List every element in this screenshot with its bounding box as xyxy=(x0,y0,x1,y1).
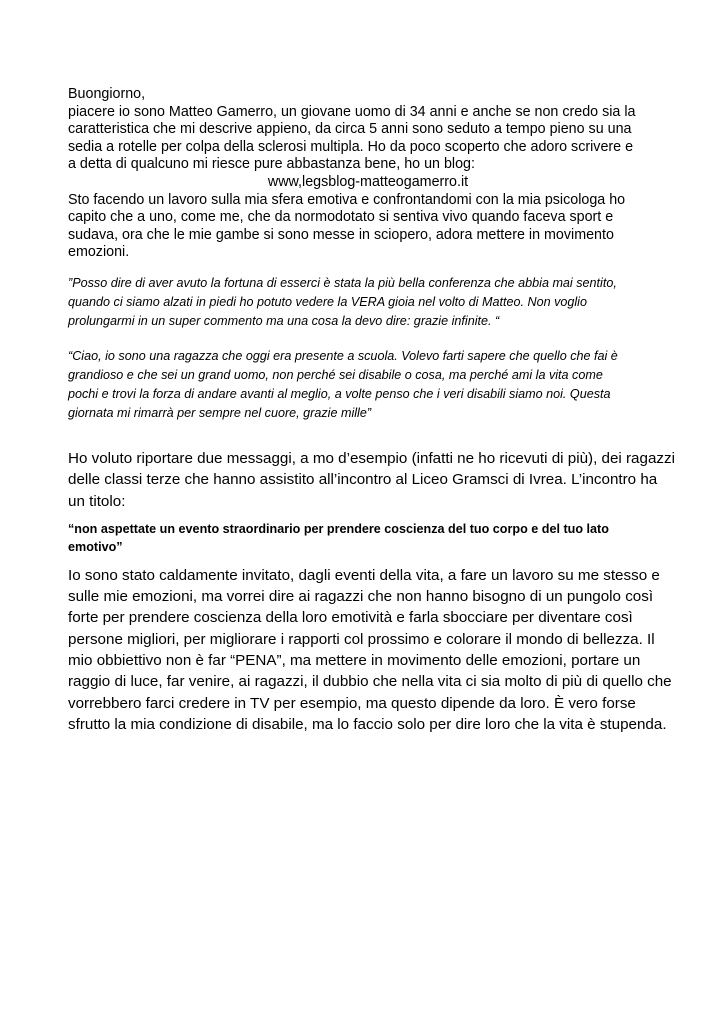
intro-paragraph xyxy=(68,86,668,262)
quote-line: giornata mi rimarrà per sempre nel cuore, grazie mille” xyxy=(68,405,372,420)
text-line: emozioni. xyxy=(68,244,130,261)
text-line: Io sono stato caldamente invitato, dagli eventi della vita, a fare un lavoro su me stesso e xyxy=(68,566,660,584)
text-line: forte per prendere coscienza della loro emotività e farla sbocciare per diventare così xyxy=(68,609,633,627)
quote-line: ”Posso dire di aver avuto la fortuna di esserci è stata la più bella conferenza che abbia mai sentito, xyxy=(68,275,617,290)
text-line: a detta di qualcuno mi riesce pure abbastanza bene, ho un blog: xyxy=(68,156,475,173)
text-line: delle classi terze che hanno assistito all’incontro al Liceo Gramsci di Ivrea. L’incontro ha xyxy=(68,471,658,489)
student-quote-2 xyxy=(68,347,668,423)
text-line: Sto facendo un lavoro sulla mia sfera emotiva e confrontandomi con la mia psicologa ho xyxy=(68,191,626,208)
text-line: sudava, ora che le mie gambe si sono messe in sciopero, adora mettere in movimento xyxy=(68,226,614,243)
text-line: sulle mie emozioni, ma vorrei dire ai ragazzi che non hanno bisogno di un pungolo così xyxy=(68,588,654,606)
quote-line: grandioso e che sei un grand uomo, non perché sei disabile o cosa, ma perché ami la vita come xyxy=(68,367,603,382)
text-line: un titolo: xyxy=(68,492,126,510)
text-line: piacere io sono Matteo Gamerro, un giovane uomo di 34 anni e anche se non credo sia la xyxy=(68,103,636,120)
text-line: capito che a uno, come me, che da normodotato si sentiva vivo quando faceva sport e xyxy=(68,209,614,226)
text-line: sedia a rotelle per colpa della sclerosi multipla. Ho da poco scoperto che adoro scrivere e xyxy=(68,138,634,155)
document-page xyxy=(68,86,675,735)
text-line: raggio di luce, far venire, ai ragazzi, il dubbio che nella vita ci sia molto di più di quello che xyxy=(68,673,672,691)
quote-line: “Ciao, io sono una ragazza che oggi era presente a scuola. Volevo farti sapere che quello che fai è xyxy=(68,348,618,363)
greeting: Buongiorno, xyxy=(68,86,146,102)
text-line: Ho voluto riportare due messaggi, a mo d’esempio (infatti ne ho ricevuti di più), dei ragazzi xyxy=(68,449,675,467)
text-line: mio obbiettivo non è far “PENA”, ma mettere in movimento delle emozioni, portare un xyxy=(68,652,641,670)
title-line: “non aspettate un evento straordinario per prendere coscienza del tuo corpo e del tuo lato xyxy=(68,521,609,536)
closing-paragraph xyxy=(68,565,672,735)
student-quote-1 xyxy=(68,274,668,331)
blog-url: www,legsblog-matteogamerro.it xyxy=(267,173,469,190)
event-title xyxy=(68,520,668,557)
text-line: persone migliori, per migliorare i rapporti col prossimo e colorare il mondo di bellezza. Il xyxy=(68,630,655,648)
text-line: sfrutto la mia condizione di disabile, ma lo faccio solo per dire loro che la vita è stupenda. xyxy=(68,715,667,733)
quote-line: quando ci siamo alzati in piedi ho potuto vedere la VERA gioia nel volto di Matteo. Non voglio xyxy=(68,294,587,309)
text-line: caratteristica che mi descrive appieno, da circa 5 anni sono seduto a tempo pieno su una xyxy=(68,121,632,138)
quote-line: prolungarmi in un super commento ma una cosa la devo dire: grazie infinite. “ xyxy=(68,313,500,328)
title-line: emotivo” xyxy=(68,540,123,555)
text-line: vorrebbero farci credere in TV per esempio, ma questo dipende da loro. È vero forse xyxy=(68,694,636,712)
quote-line: pochi e trovi la forza di andare avanti al meglio, a volte penso che i veri disabili siamo noi. Questa xyxy=(68,386,611,401)
context-paragraph xyxy=(68,448,675,512)
